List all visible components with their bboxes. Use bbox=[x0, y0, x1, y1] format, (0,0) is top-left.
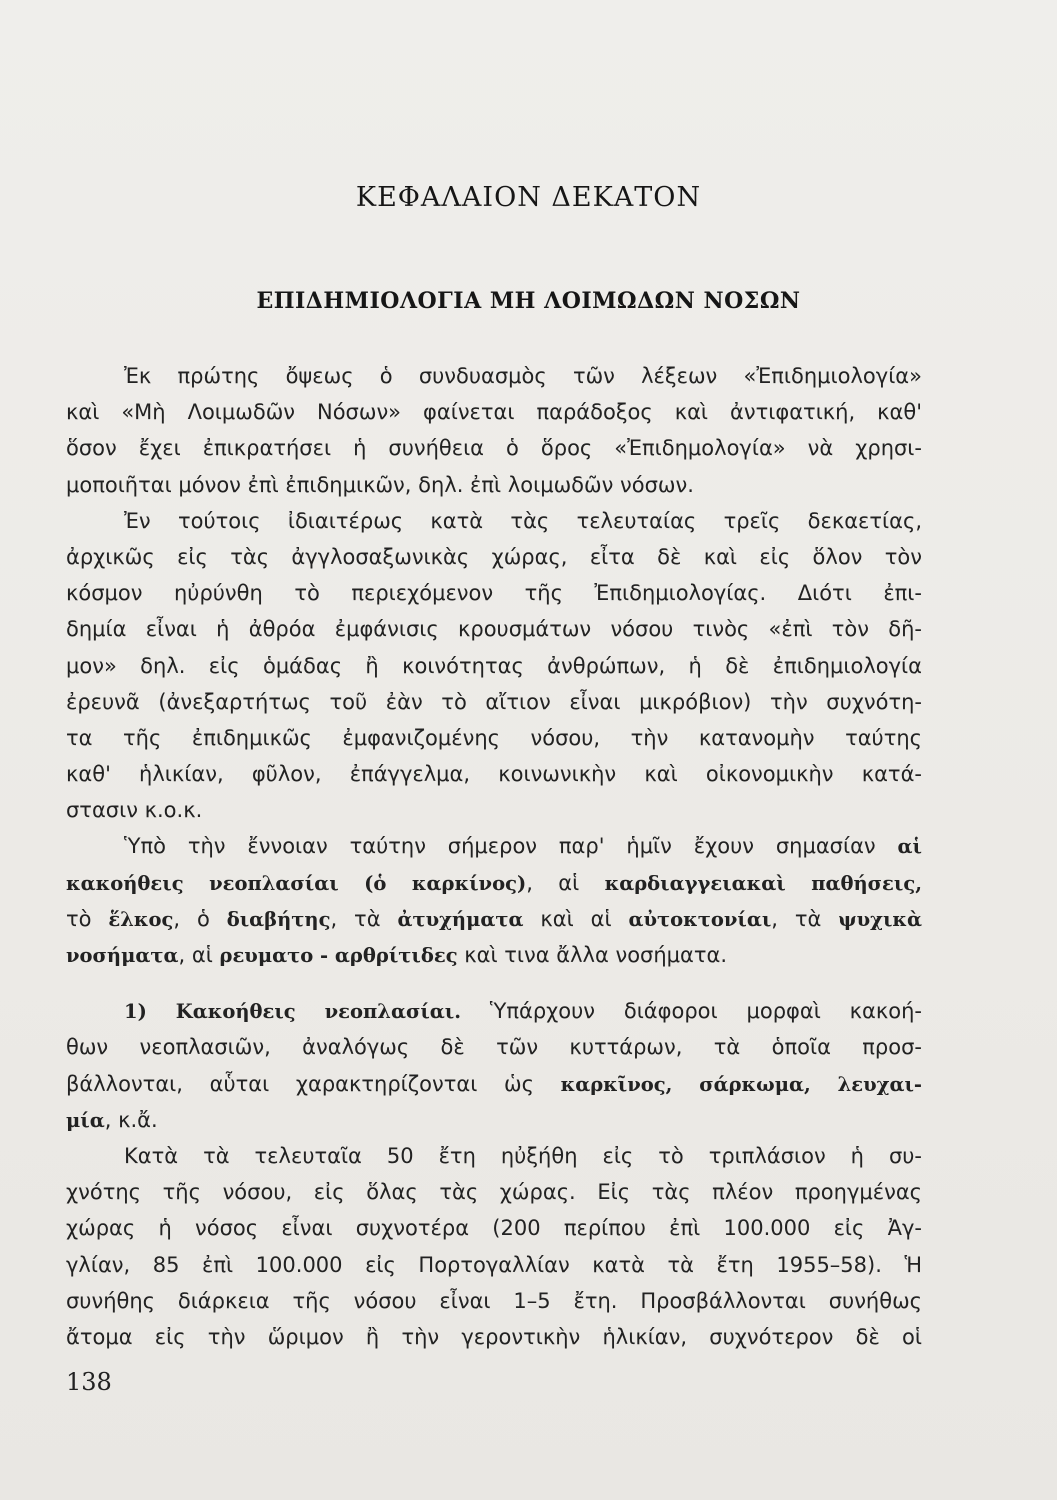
text-span: τὸ bbox=[66, 906, 109, 931]
text-line: μοποιῆται μόνον ἐπὶ ἐπιδημικῶν, δηλ. ἐπὶ λοιμωδῶν νόσων. bbox=[66, 472, 694, 497]
paragraph-1 bbox=[66, 358, 922, 503]
paragraph-2 bbox=[66, 503, 922, 829]
text-span: , αἱ bbox=[178, 943, 220, 967]
bold-term: ψυχικὰ bbox=[838, 907, 923, 931]
chapter-title: ΚΕΦΑΛΑΙΟΝ ΔΕΚΑΤΟΝ bbox=[355, 182, 702, 213]
bold-term: διαβήτης bbox=[226, 907, 331, 931]
text-line: τα τῆς ἐπιδημικῶς ἐμφανιζομένης νόσου, τὴν κατανομὴν ταύτης bbox=[66, 725, 922, 750]
bold-term: καρδιαγγειακαὶ παθήσεις, bbox=[604, 871, 922, 895]
text-span: , αἱ bbox=[526, 870, 605, 895]
text-line: χνότης τῆς νόσου, εἰς ὅλας τὰς χώρας. Εἰς τὰς πλέον προηγμένας bbox=[66, 1180, 922, 1205]
text-span: Ὑπάρχουν διάφοροι μορφαὶ κακοή- bbox=[461, 999, 922, 1024]
text-line: Ἐν τούτοις ἰδιαιτέρως κατὰ τὰς τελευταίας τρεῖς δεκαετίας, bbox=[124, 508, 922, 533]
text-line: χώρας ἡ νόσος εἶναι συχνοτέρα (200 περίπου ἐπὶ 100.000 εἰς Ἀγ- bbox=[66, 1216, 922, 1241]
text-line: καὶ «Μὴ Λοιμωδῶν Νόσων» φαίνεται παράδοξος καὶ ἀντιφατική, καθ' bbox=[66, 400, 922, 425]
bold-term: ἕλκος bbox=[108, 907, 174, 931]
page-number: 138 bbox=[66, 1368, 112, 1396]
text-line bbox=[66, 901, 922, 937]
text-line: συνήθης διάρκεια τῆς νόσου εἶναι 1–5 ἔτη. Προσβάλλονται συνήθως bbox=[66, 1288, 922, 1313]
paragraph-gap bbox=[66, 973, 922, 993]
text-span: , τὰ bbox=[771, 906, 839, 931]
text-line: θων νεοπλασιῶν, ἀναλόγως δὲ τῶν κυττάρων, τὰ ὁποῖα προσ- bbox=[66, 1035, 922, 1060]
subsection-heading: 1) Κακοήθεις νεοπλασίαι. bbox=[124, 1000, 462, 1024]
text-line bbox=[66, 1102, 922, 1138]
text-span: , τὰ bbox=[330, 906, 398, 931]
text-span: , κ.ἄ. bbox=[104, 1107, 158, 1132]
bold-term: αὐτοκτονίαι bbox=[628, 907, 772, 931]
text-line: Κατὰ τὰ τελευταῖα 50 ἔτη ηὐξήθη εἰς τὸ τριπλάσιον ἡ συ- bbox=[124, 1143, 922, 1168]
text-line: κόσμον ηὐρύνθη τὸ περιεχόμενον τῆς Ἐπιδημιολογίας. Διότι ἐπι- bbox=[66, 581, 922, 606]
text-line: στασιν κ.ο.κ. bbox=[66, 798, 203, 823]
text-span: , ὁ bbox=[173, 906, 227, 931]
section-title: ΕΠΙΔΗΜΙΟΛΟΓΙΑ ΜΗ ΛΟΙΜΩΔΩΝ ΝΟΣΩΝ bbox=[256, 288, 801, 314]
paragraph-4 bbox=[66, 993, 922, 1138]
bold-term: κακοήθεις νεοπλασίαι (ὁ καρκίνος) bbox=[66, 871, 527, 895]
paragraph-5 bbox=[66, 1138, 922, 1355]
bold-term: μία bbox=[66, 1108, 105, 1132]
bold-term: ἀτυχήματα bbox=[397, 907, 524, 931]
text-line: δημία εἶναι ἡ ἀθρόα ἐμφάνισις κρουσμάτων νόσου τινὸς «ἐπὶ τὸν δῆ- bbox=[66, 617, 922, 642]
text-span: καὶ τινα ἄλλα νοσήματα. bbox=[457, 943, 728, 967]
bold-term: ρευματο - αρθρίτιδες bbox=[219, 944, 458, 967]
bold-term: νοσήματα bbox=[66, 944, 179, 967]
text-line: Ἐκ πρώτης ὄψεως ὁ συνδυασμὸς τῶν λέξεων «Ἐπιδημιολογία» bbox=[124, 364, 922, 388]
text-line bbox=[66, 865, 922, 901]
text-line: γλίαν, 85 ἐπὶ 100.000 εἰς Πορτογαλλίαν κατὰ τὰ ἔτη 1955–58). Ἡ bbox=[66, 1252, 922, 1277]
bold-term: καρκῖνος, σάρκωμα, λευχαι- bbox=[560, 1072, 922, 1096]
text-line bbox=[66, 1066, 922, 1102]
text-line bbox=[66, 828, 922, 864]
text-line: ἐρευνᾶ (ἀνεξαρτήτως τοῦ ἐὰν τὸ αἴτιον εἶναι μικρόβιον) τὴν συχνότη- bbox=[66, 689, 922, 714]
text-line bbox=[66, 937, 922, 973]
bold-term: αἱ bbox=[897, 835, 922, 859]
text-line: μον» δηλ. εἰς ὁμάδας ἢ κοινότητας ἀνθρώπων, ἡ δὲ ἐπιδημιολογία bbox=[66, 653, 922, 678]
text-line: ὅσον ἔχει ἐπικρατήσει ἡ συνήθεια ὁ ὅρος «Ἐπιδημολογία» νὰ χρησι- bbox=[66, 436, 922, 461]
paragraph-3 bbox=[66, 828, 922, 973]
text-line: ἀρχικῶς εἰς τὰς ἀγγλοσαξωνικὰς χώρας, εἶτα δὲ καὶ εἰς ὅλον τὸν bbox=[66, 544, 922, 569]
text-span: βάλλονται, αὗται χαρακτηρίζονται ὡς bbox=[66, 1071, 561, 1096]
text-span: Ὑπὸ τὴν ἔννοιαν ταύτην σήμερον παρ' ἡμῖν ἔχουν σημασίαν bbox=[124, 834, 898, 859]
text-line: καθ' ἡλικίαν, φῦλον, ἐπάγγελμα, κοινωνικὴν καὶ οἰκονομικὴν κατά- bbox=[66, 762, 922, 787]
text-span: καὶ αἱ bbox=[523, 906, 629, 931]
body-text bbox=[66, 358, 922, 1355]
text-line: ἄτομα εἰς τὴν ὥριμον ἢ τὴν γεροντικὴν ἡλικίαν, συχνότερον δὲ οἱ bbox=[66, 1324, 922, 1349]
text-line bbox=[66, 993, 922, 1029]
